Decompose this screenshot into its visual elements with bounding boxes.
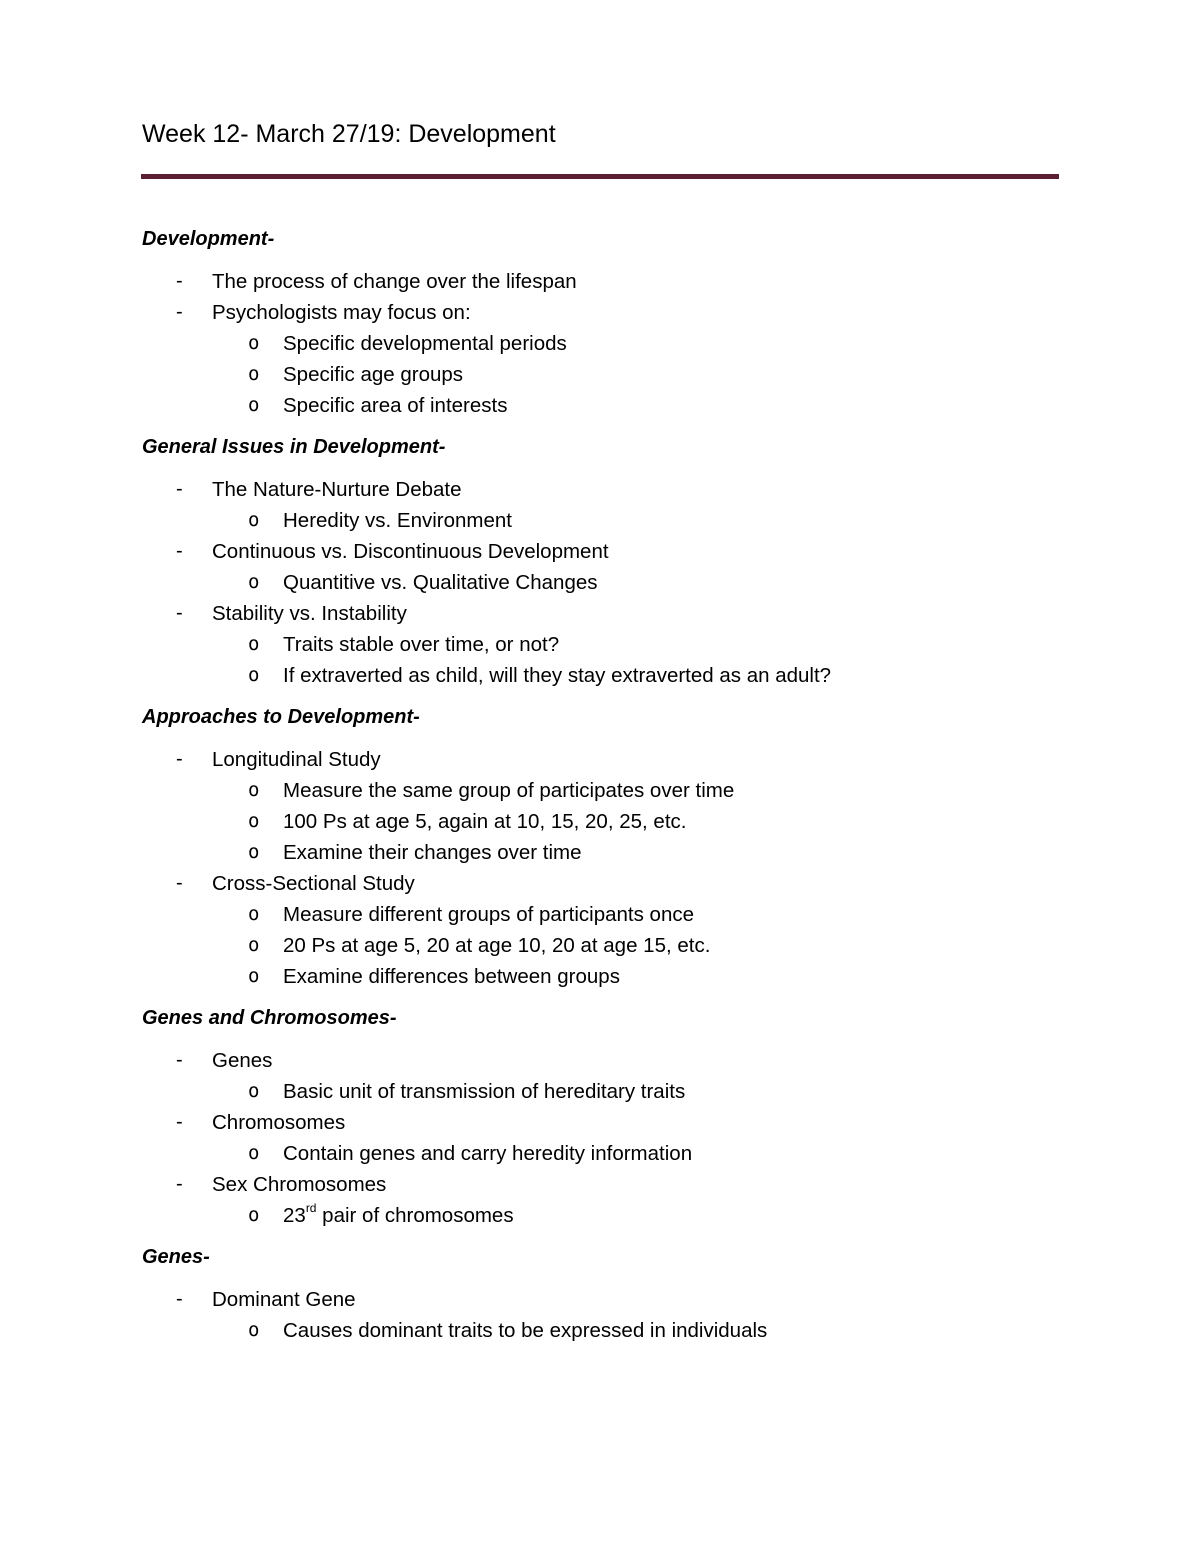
list-item-text: Sex Chromosomes [212, 1173, 387, 1196]
list-item [0, 1284, 1200, 1346]
list-item [0, 536, 1200, 598]
dash-bullet-icon: - [176, 301, 183, 323]
list-item-text: Chromosomes [212, 1111, 346, 1134]
sub-list-item [0, 930, 1200, 961]
sub-list-item-remainder: pair of chromosomes [316, 1204, 514, 1227]
bullet-list [0, 1045, 1200, 1231]
sub-list-item [0, 505, 1200, 536]
sub-list-item-text: Heredity vs. Environment [283, 509, 513, 532]
list-item [0, 266, 1200, 297]
sub-bullet-list [0, 1138, 1200, 1169]
sub-list-item-text: Quantitive vs. Qualitative Changes [283, 571, 598, 594]
circle-bullet-icon: o [248, 1080, 260, 1102]
ordinal-number: 23 [283, 1204, 306, 1227]
list-item [0, 744, 1200, 868]
sub-list-item-text: Measure the same group of participates over time [283, 779, 735, 802]
dash-bullet-icon: - [176, 1049, 183, 1071]
sub-bullet-list [0, 899, 1200, 992]
list-item [0, 1107, 1200, 1169]
sub-list-item-text: Examine differences between groups [283, 965, 620, 988]
sub-list-item [0, 660, 1200, 691]
circle-bullet-icon: o [248, 509, 260, 531]
sub-bullet-list [0, 775, 1200, 868]
list-item-text: Dominant Gene [212, 1288, 356, 1311]
section-heading: Approaches to Development- [142, 706, 420, 728]
bullet-list [0, 744, 1200, 992]
circle-bullet-icon: o [248, 841, 260, 863]
list-item-text: The process of change over the lifespan [212, 270, 577, 293]
dash-bullet-icon: - [176, 748, 183, 770]
section-heading: Development- [142, 228, 275, 250]
sub-list-item-text: Specific age groups [283, 363, 464, 386]
section [0, 224, 1200, 421]
sub-list-item-text: Specific area of interests [283, 394, 508, 417]
circle-bullet-icon: o [248, 934, 260, 956]
sub-list-item-text: If extraverted as child, will they stay extraverted as an adult? [283, 664, 832, 687]
sub-bullet-list [0, 567, 1200, 598]
sub-list-item [0, 806, 1200, 837]
sub-list-item [0, 1138, 1200, 1169]
list-item [0, 297, 1200, 421]
circle-bullet-icon: o [248, 332, 260, 354]
list-item [0, 474, 1200, 536]
sub-list-item [0, 775, 1200, 806]
sub-bullet-list [0, 505, 1200, 536]
list-item-text: Psychologists may focus on: [212, 301, 471, 324]
sub-list-item-text: 20 Ps at age 5, 20 at age 10, 20 at age 15, etc. [283, 934, 711, 957]
page-title: Week 12- March 27/19: Development [142, 120, 556, 148]
list-item [0, 1045, 1200, 1107]
sub-list-item [0, 629, 1200, 660]
sub-list-item [0, 359, 1200, 390]
section [0, 432, 1200, 691]
sub-list-item-text: Traits stable over time, or not? [283, 633, 560, 656]
section [0, 1003, 1200, 1231]
circle-bullet-icon: o [248, 1142, 260, 1164]
sub-bullet-list [0, 629, 1200, 691]
bullet-list [0, 266, 1200, 421]
list-item [0, 1169, 1200, 1231]
circle-bullet-icon: o [248, 363, 260, 385]
sub-list-item-text: Examine their changes over time [283, 841, 582, 864]
list-item [0, 598, 1200, 691]
sub-list-item [0, 1315, 1200, 1346]
sub-list-item [0, 899, 1200, 930]
circle-bullet-icon: o [248, 1319, 260, 1341]
section-heading: Genes and Chromosomes- [142, 1007, 397, 1029]
section [0, 1242, 1200, 1346]
list-item [0, 868, 1200, 992]
dash-bullet-icon: - [176, 1288, 183, 1310]
title-divider [141, 174, 1059, 179]
dash-bullet-icon: - [176, 1173, 183, 1195]
circle-bullet-icon: o [248, 394, 260, 416]
section-heading: General Issues in Development- [142, 436, 446, 458]
dash-bullet-icon: - [176, 540, 183, 562]
bullet-list [0, 1284, 1200, 1346]
sub-list-item-text: Causes dominant traits to be expressed in individuals [283, 1319, 768, 1342]
dash-bullet-icon: - [176, 872, 183, 894]
sub-list-item-text: Measure different groups of participants once [283, 903, 695, 926]
sub-list-item-text: Contain genes and carry heredity information [283, 1142, 693, 1165]
ordinal-suffix: rd [305, 1201, 317, 1216]
sub-list-item [0, 390, 1200, 421]
sub-bullet-list [0, 1076, 1200, 1107]
document-body [0, 224, 1200, 1346]
sub-list-item-text: Specific developmental periods [283, 332, 567, 355]
dash-bullet-icon: - [176, 270, 183, 292]
sub-list-item-text [283, 1200, 514, 1231]
circle-bullet-icon: o [248, 810, 260, 832]
circle-bullet-icon: o [248, 1204, 260, 1226]
list-item-text: Genes [212, 1049, 273, 1072]
circle-bullet-icon: o [248, 779, 260, 801]
circle-bullet-icon: o [248, 903, 260, 925]
section [0, 702, 1200, 992]
sub-list-item [0, 1200, 1200, 1231]
sub-bullet-list [0, 1200, 1200, 1231]
circle-bullet-icon: o [248, 633, 260, 655]
sub-list-item-text: Basic unit of transmission of hereditary traits [283, 1080, 686, 1103]
sub-bullet-list [0, 1315, 1200, 1346]
circle-bullet-icon: o [248, 571, 260, 593]
list-item-text: Stability vs. Instability [212, 602, 407, 625]
circle-bullet-icon: o [248, 664, 260, 686]
section-heading: Genes- [142, 1246, 210, 1268]
sub-list-item [0, 837, 1200, 868]
bullet-list [0, 474, 1200, 691]
sub-list-item [0, 328, 1200, 359]
list-item-text: Continuous vs. Discontinuous Development [212, 540, 609, 563]
sub-list-item-text: 100 Ps at age 5, again at 10, 15, 20, 25, etc. [283, 810, 687, 833]
sub-bullet-list [0, 328, 1200, 421]
circle-bullet-icon: o [248, 965, 260, 987]
sub-list-item [0, 567, 1200, 598]
dash-bullet-icon: - [176, 1111, 183, 1133]
list-item-text: The Nature-Nurture Debate [212, 478, 462, 501]
dash-bullet-icon: - [176, 478, 183, 500]
sub-list-item [0, 1076, 1200, 1107]
list-item-text: Cross-Sectional Study [212, 872, 415, 895]
list-item-text: Longitudinal Study [212, 748, 381, 771]
sub-list-item [0, 961, 1200, 992]
dash-bullet-icon: - [176, 602, 183, 624]
